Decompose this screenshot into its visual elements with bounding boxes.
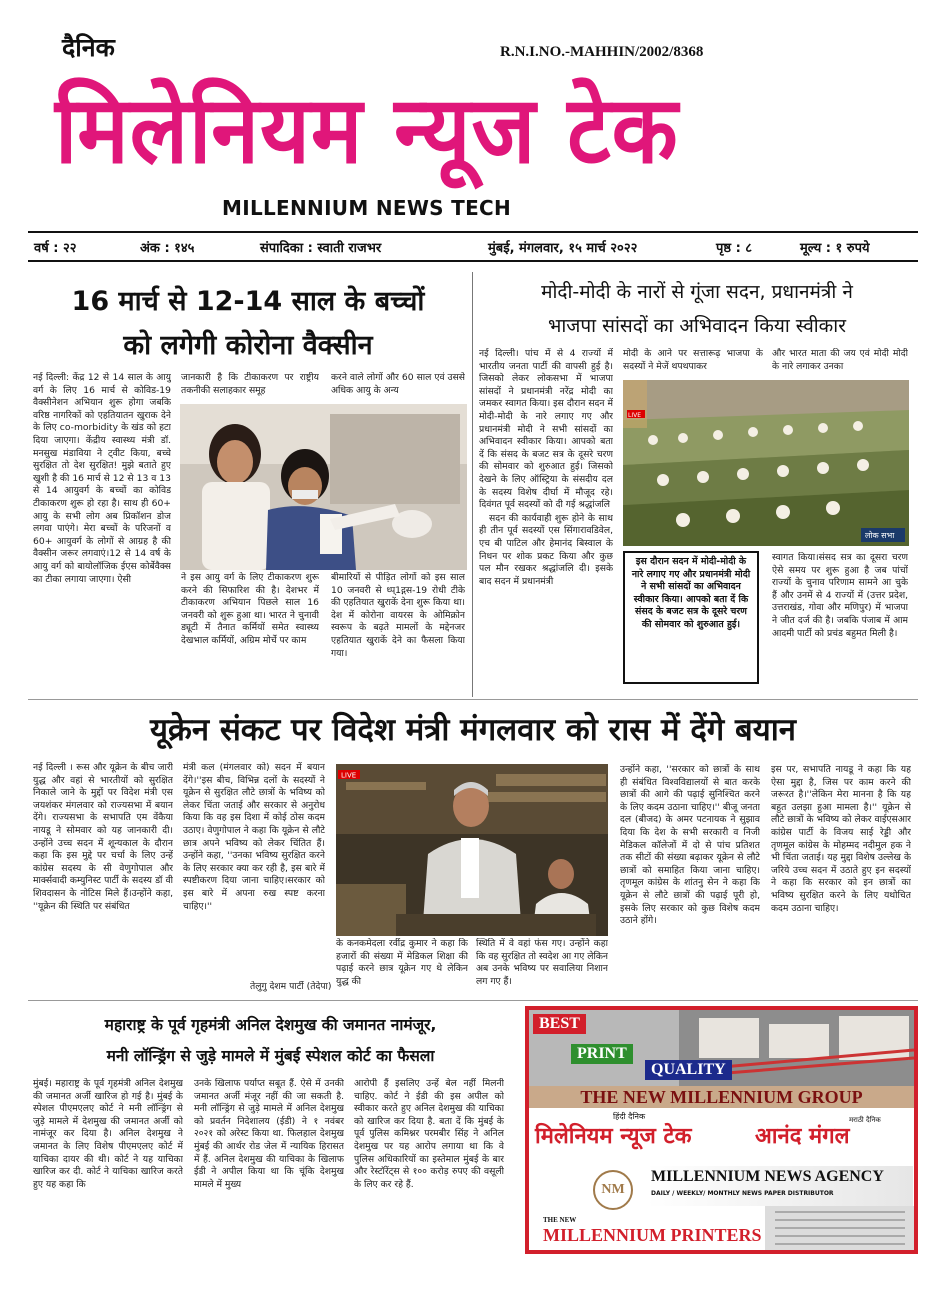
parliament-photo: [623, 380, 909, 546]
story2-pullquote-box: [623, 551, 759, 684]
story1-column-1: [33, 372, 171, 694]
story3-col2-end-text: तेलुगु देशम पार्टी (तेदेपा): [250, 981, 332, 992]
infobar-editor: संपादिका : स्वाती राजभर: [260, 241, 382, 256]
rajya-sabha-photo-image: [336, 764, 608, 936]
ad-agency-title: MILLENNIUM NEWS AGENCY: [651, 1168, 884, 1185]
ad-paper1-title: मिलेनियम न्यूज टेक: [535, 1124, 692, 1149]
story1-column-3-bottom: [331, 572, 465, 694]
ad-agency-block: [647, 1166, 913, 1206]
story1-col1-text: नई दिल्ली: केंद्र 12 से 14 साल के आयु वर्ग के लिए 16 मार्च से कोविड-19 वैक्सीनेशन अभियान शुरू होगा जबकि वरिष्ठ नागरिकों को एहतियातन खुराक देने के लिए co-morbidity के खंड को हटा दिया जाएगा। केंद्रीय स्वास्थ्य मंत्री डॉ. मनसुख मंडाविया ने ट्वीट किया, बच्चे सुरक्षित तो देश सुरक्षित! मुझे बताते हुए खुशी है की 16 मार्च से 12 से 13 व 13 से 14 आयुवर्ग के बच्चों का कोविड टीकाकरण शुरू हो रहा है। साथ ही 60+ आयु के सभी लोग अब प्रिकॉशन डोज लगवा पाएंगे। मेरा बच्चों के परिजनों व 60+ आयुवर्ग के लोगों से आग्रह है की वैक्सीन जरूर लगवाएं।12 से 14 वर्ष के आयु वर्ग को बायोलॉजिक ईएस कोर्बेवैक्स का टीका लगाया जाएगा। ऐसी: [33, 372, 171, 585]
story3-under-photo-right: [476, 938, 608, 994]
vaccination-photo: [180, 404, 467, 570]
story1-headline: [28, 280, 468, 368]
story3-column-2-end: [250, 981, 340, 994]
ad-newspapers-image: [765, 1206, 915, 1254]
story1-col2-top-text: जानकारी है कि टीकाकरण पर राष्ट्रीय तकनीकी सलाहकार समूह: [181, 372, 319, 396]
story2-col3-top-text: और भारत माता की जय एवं मोदी मोदी के नारे लगाकर उनका: [772, 348, 908, 372]
infobar-pages: पृष्ठ : ८: [716, 241, 753, 256]
infobar-price: मूल्य : १ रुपये: [800, 241, 870, 256]
ad-nm-logo-text: NM: [601, 1182, 625, 1197]
story-divider-vertical: [472, 272, 473, 697]
story4-column-1: [33, 1078, 183, 1264]
story4-col2-text: उनके खिलाफ पर्याप्त सबूत हैं. ऐसे में उनकी जमानत अर्जी मंजूर नहीं की जा सकती है. मनी लॉन्ड्रिंग से जुड़े मामले में अनिल देशमुख को प्रवर्तन निदेशालय (ईडी) ने १ नवंबर २०२१ को अरेस्ट किया था. फिलहाल देशमुख मुंबई की आर्थर रोड जेल में न्यायिक हिरासत में हैं. अनिल देशमुख की याचिका के खिलाफ ईडी ने अपील किया था कि चूंकि देशमुख मामले में मुख्य: [194, 1078, 344, 1190]
parliament-live-label: LIVE: [628, 412, 642, 419]
ad-printers-small: THE NEW: [543, 1216, 577, 1224]
story2-col3-bottom-text: स्वागत किया।संसद सत्र का दूसरा चरण ऐसे समय पर शुरू हुआ है जब पांचों राज्यों के चुनाव परिणाम सामने आ चुके हैं और उनमें से 4 राज्यों में (उत्तर प्रदेश, उत्तराखंड, गोवा और मणिपुर) में भाजपा ने जीत दर्ज की है। जबकि पंजाब में आम आदमी पार्टी को प्रचंड बहुमत मिली है।: [772, 552, 908, 639]
ad-nm-logo: [593, 1170, 633, 1210]
story1-column-3-top: [331, 372, 465, 402]
story3-under-photo-right-text: स्थिति में वे वहां फंस गए। उन्होंने कहा कि वह सुरक्षित तो स्वदेश आ गए लेकिन अब उनके भविष्य पर सवालिया निशान लग गए हैं।: [476, 938, 608, 987]
story2-col1-cont-text: सदन की कार्यवाही शुरू होने के साथ ही तीन पूर्व सदस्यों एस सिंगारावडिवेल, एच बी पाटिल और हेमानंद बिस्वाल के निधन पर शोक प्रकट किया और कुछ पल मौन रखकर श्रद्धांजलि दी। इसके बाद सदन में प्रधानमंत्री: [479, 512, 613, 587]
masthead-title-english: MILLENNIUM NEWS TECH: [222, 196, 512, 220]
ad-best-badge: [533, 1014, 586, 1034]
infobar-year: वर्ष : २२: [34, 241, 77, 256]
masthead: [0, 0, 945, 230]
ad-printers-title: MILLENNIUM PRINTERS: [543, 1225, 762, 1245]
story3-col2-text: मंत्री कल (मंगलवार को) सदन में बयान देंगे।''इस बीच, विभिन्न दलों के सदस्यों ने यूक्रेन से सुरक्षित लौटे छात्रों के भविष्य को लेकर चिंता जताई और सरकार से अनुरोध किया कि वह इस दिशा में कोई ठोस कदम उठाए। वेणुगोपाल ने कहा कि यूक्रेन से लौटे छात्र अपने भविष्य को लेकर चिंतित हैं। उन्होंने कहा, ''उनका भविष्य सुरक्षित करने के लिए सरकार क्या कर रही है, इस बारे में स्पष्टीकरण दिया जाना चाहिए।सरकार को इस बारे में अपना रुख स्पष्ट करना चाहिए।'': [183, 762, 325, 912]
story4-column-2: [194, 1078, 344, 1264]
story3-column-4: [620, 764, 760, 996]
rajya-sabha-live-label: LIVE: [341, 771, 357, 780]
ad-paper2-title: आनंद मंगल: [755, 1124, 850, 1149]
story2-column-2-top: [623, 348, 763, 376]
story2-col1-text: नई दिल्ली। पांच में से 4 राज्यों में भारतीय जनता पार्टी की वापसी हुई है। जिसको लेकर लोकसभा में भाजपा सांसदों ने प्रधानमंत्री नरेंद्र मोदी का जमकर स्वागत किया। इस दौरान सदन में मोदी-मोदी के नारे लगाए गए और प्रधानमंत्री मोदी ने सभी सांसदों का अभिवादन स्वीकार किया। आपको बता दें कि संसद के बजट सत्र के दूसरे चरण की सोमवार को शुरुआत हुई। जिसको देखने के लिए ऑस्ट्रिया के संसदीय दल के सदस्य विशेष दीर्घा में मौजूद रहे। दिवंगत पूर्व सदस्यों को दी गई श्रद्धांजलि: [479, 348, 613, 511]
story2-column-3-top: [772, 348, 908, 376]
vaccination-photo-image: [180, 404, 467, 570]
story1-column-2-bottom: [181, 572, 319, 694]
story3-under-photo-left: [336, 938, 468, 994]
story2-headline-line1: मोदी-मोदी के नारों से गूंजा सदन, प्रधानमंत्री ने: [541, 281, 853, 303]
story1-col3-bottom-text: बीमारियों से पीड़ित लोगों को इस साल 10 जनवरी से ध्प्1द्गस-19 रोधी टीके की एहतियात खुराकें देना शुरू किया था। देश में कोरोना वायरस के ओमिक्रोन स्वरूप के बढ़ते मामलों के मद्देनजर एहतियात खुराकें देने का फैसला किया गया।: [331, 572, 465, 659]
story4-headline-line2: मनी लॉन्ड्रिंग से जुड़े मामले में मुंबई स्पेशल कोर्ट का फैसला: [106, 1047, 435, 1065]
story3-headline: यूक्रेन संकट पर विदेश मंत्री मंगलवार को रास में देंगे बयान: [150, 712, 796, 748]
story2-pullquote-text: इस दौरान सदन में मोदी-मोदी के नारे लगाए गए और प्रधानमंत्री मोदी ने सभी सांसदों का अभिवादन स्वीकार किया। आपको बता दें कि संसद के बजट सत्र के दूसरे चरण की सोमवार को शुरुआत हुई।: [631, 556, 751, 630]
story4-headline-line1: महाराष्ट्र के पूर्व गृहमंत्री अनिल देशमुख की जमानत नामंजूर,: [104, 1016, 437, 1034]
infobar-bottom-rule: [28, 260, 918, 262]
story3-column-2: [183, 762, 325, 980]
rni-number: R.N.I.NO.-MAHHIN/2002/8368: [500, 44, 704, 60]
story4-col3-text: आरोपी हैं इसलिए उन्हें बेल नहीं मिलनी चाहिए. कोर्ट ने ईडी की इस अपील को स्वीकार करते हुए अनिल देशमुख की याचिका को खारिज कर दिया है. बता दें कि मुंबई के पूर्व पुलिस कमिश्नर परमबीर सिंह ने अनिल देशमुख पर यह आरोप लगाया था कि वे पुलिस अधिकारियों का इस्तेमाल मुंबई के बार और रेस्टॉरेंट्स से १०० करोड़ रुपए की वसूली के लिए कर रहे हैं.: [354, 1078, 504, 1190]
ad-agency-subtitle: DAILY / WEEKLY/ MONTHLY NEWS PAPER DISTRIBUTOR: [651, 1190, 834, 1197]
story1-headline-line2: को लगेगी कोरोना वैक्सीन: [123, 330, 373, 361]
story4-col1-text: मुंबई। महाराष्ट्र के पूर्व गृहमंत्री अनिल देशमुख की जमानत अर्जी खारिज हो गई है। मुंबई के स्पेशल पीएमएलए कोर्ट ने मनी लॉन्ड्रिंग से जुड़े मामले में देशमुख की जमानत अर्जी को नामंजूर कर दिया है। अनिल देशमुख ने जमानत के लिए विशेष पीएमएलए कोर्ट में याचिका दायर की थी। कोर्ट ने यह याचिका खारिज कर दी. कोर्ट ने याचिका खारिज करते हुए यह कहा कि: [33, 1078, 183, 1190]
ad-best-text: BEST: [539, 1015, 580, 1032]
parliament-photo-image: [623, 380, 909, 546]
section-rule-2: [28, 699, 918, 700]
story3-col4-text: उन्होंने कहा, ''सरकार को छात्रों के साथ ही संबंधित विश्वविद्यालयों से बात करके छात्रों की आगे की पढ़ाई सुनिश्चित करने के लिए कदम उठाना चाहिए।'' बीजू जनता दल (बीजद) के अमर पटनायक ने सुझाव दिया कि देश के सभी सरकारी व निजी मेडिकल कॉलेजों में दो से पांच प्रतिशत तक सीटों की संख्या बढ़ाकर यूक्रेन से लौटे छात्रों को समाहित किया जाना चाहिए। तृणमूल कांग्रेस के शांतनु सेन ने कहा कि यूक्रेन से लौटे छात्रों की पढ़ाई पूरी हो, इसके लिए सरकार को कुछ विशेष कदम उठाने होंगे।: [620, 764, 760, 927]
daily-label: दैनिक: [62, 33, 115, 62]
story3-column-1: [33, 762, 173, 994]
section-rule-3: [28, 1000, 918, 1001]
story2-column-3-bottom: [772, 552, 908, 694]
story2-column-1: [479, 348, 613, 694]
masthead-title-hindi: मिलेनियम न्यूज टेक: [55, 76, 679, 185]
infobar-top-rule: [28, 231, 918, 233]
ad-print-badge: [571, 1044, 633, 1064]
infobar: [28, 234, 918, 258]
ad-print-text: PRINT: [577, 1045, 627, 1062]
story3-col1-text: नई दिल्ली । रूस और यूक्रेन के बीच जारी युद्ध और वहां से भारतीयों को सुरक्षित निकाले जाने के मुद्दों पर विदेश मंत्री एस जयशंकर मंगलवार को राज्यसभा में बयान देंगे। राज्यसभा के सभापति एम वेंकैया नायडू ने सोमवार को यह जानकारी दी।उन्होंने उच्च सदन में शून्यकाल के दौरान कहा कि इस मुद्दे पर चर्चा के लिए उन्हें कांग्रेस सदस्य के सी वेणुगोपाल और मार्क्सवादी कम्युनिस्ट पार्टी के सदस्य डॉ वी शिवदासन के नोटिस मिले हैं।उन्होंने कहा, ''यूक्रेन की स्थिति पर संबंधित: [33, 762, 173, 912]
story4-headline: [28, 1010, 513, 1072]
story4-column-3: [354, 1078, 504, 1264]
story3-column-5: [771, 764, 911, 996]
ad-quality-badge: [645, 1060, 732, 1080]
ad-quality-text: QUALITY: [651, 1061, 726, 1078]
lok-sabha-tv-label: लोक सभा: [865, 531, 895, 540]
advertisement: [525, 1006, 918, 1254]
ad-group-banner: [529, 1086, 914, 1108]
story3-col5-text: इस पर, सभापति नायडू ने कहा कि यह ऐसा मुद्दा है, जिस पर काम करने की जरूरत है।''लेकिन मेरा मानना है कि यह बहुत उलझा हुआ मामला है।'' यूक्रेन से लौटे छात्रों के भविष्य को लेकर वाईएसआर कांग्रेस पार्टी के विजय साई रेड्डी और तृणमूल कांग्रेस के मोहम्मद नदीमुल हक ने भी चिंता जताई। यह मुद्दा विशेष उल्लेख के जरिये उच्च सदन में उठाते हुए इन सदस्यों ने कहा कि सरकार को इन छात्रों का भविष्य सुरक्षित करने के लिए यथोचित कदम उठाना चाहिए।: [771, 764, 911, 914]
ad-marathi-daily-label: मराठी दैनिक: [849, 1116, 881, 1124]
infobar-issue: अंक : १४५: [140, 241, 195, 256]
ad-hindi-daily-label: हिंदी दैनिक: [613, 1112, 646, 1121]
rajya-sabha-photo: [336, 764, 608, 936]
infobar-dateline: मुंबई, मंगलवार, १५ मार्च २०२२: [488, 241, 638, 256]
story2-headline-line2: भाजपा सांसदों का अभिवादन किया स्वीकार: [548, 315, 846, 337]
story1-headline-line1: 16 मार्च से 12-14 साल के बच्चों: [71, 286, 425, 317]
story2-col2-top-text: मोदी के आने पर सत्तारूढ़ भाजपा के सदस्यों ने मेजें थपथपाकर: [623, 348, 763, 372]
story1-column-2-top: [181, 372, 319, 402]
ad-group-text: THE NEW MILLENNIUM GROUP: [580, 1087, 863, 1107]
story3-under-photo-left-text: के कनकमेदला रवींद्र कुमार ने कहा कि हजारों की संख्या में मेडिकल शिक्षा की पढ़ाई करने छात्र यूक्रेन गए थे लेकिन युद्ध की: [336, 938, 468, 987]
story2-headline: [478, 275, 916, 343]
story1-col2-bottom-text: ने इस आयु वर्ग के लिए टीकाकरण शुरू करने की सिफारिश की है। देशभर में टीकाकरण अभियान पिछले साल 16 जनवरी को शुरू हुआ था। भारत ने चुनावी ड्यूटी में तैनात कर्मियों समेत स्वास्थ्य देखभाल कर्मियों, अग्रिम मोर्चे पर काम: [181, 572, 319, 646]
story1-col3-top-text: करने वाले लोगों और 60 साल एवं उससे अधिक आयु के अन्य: [331, 372, 465, 396]
